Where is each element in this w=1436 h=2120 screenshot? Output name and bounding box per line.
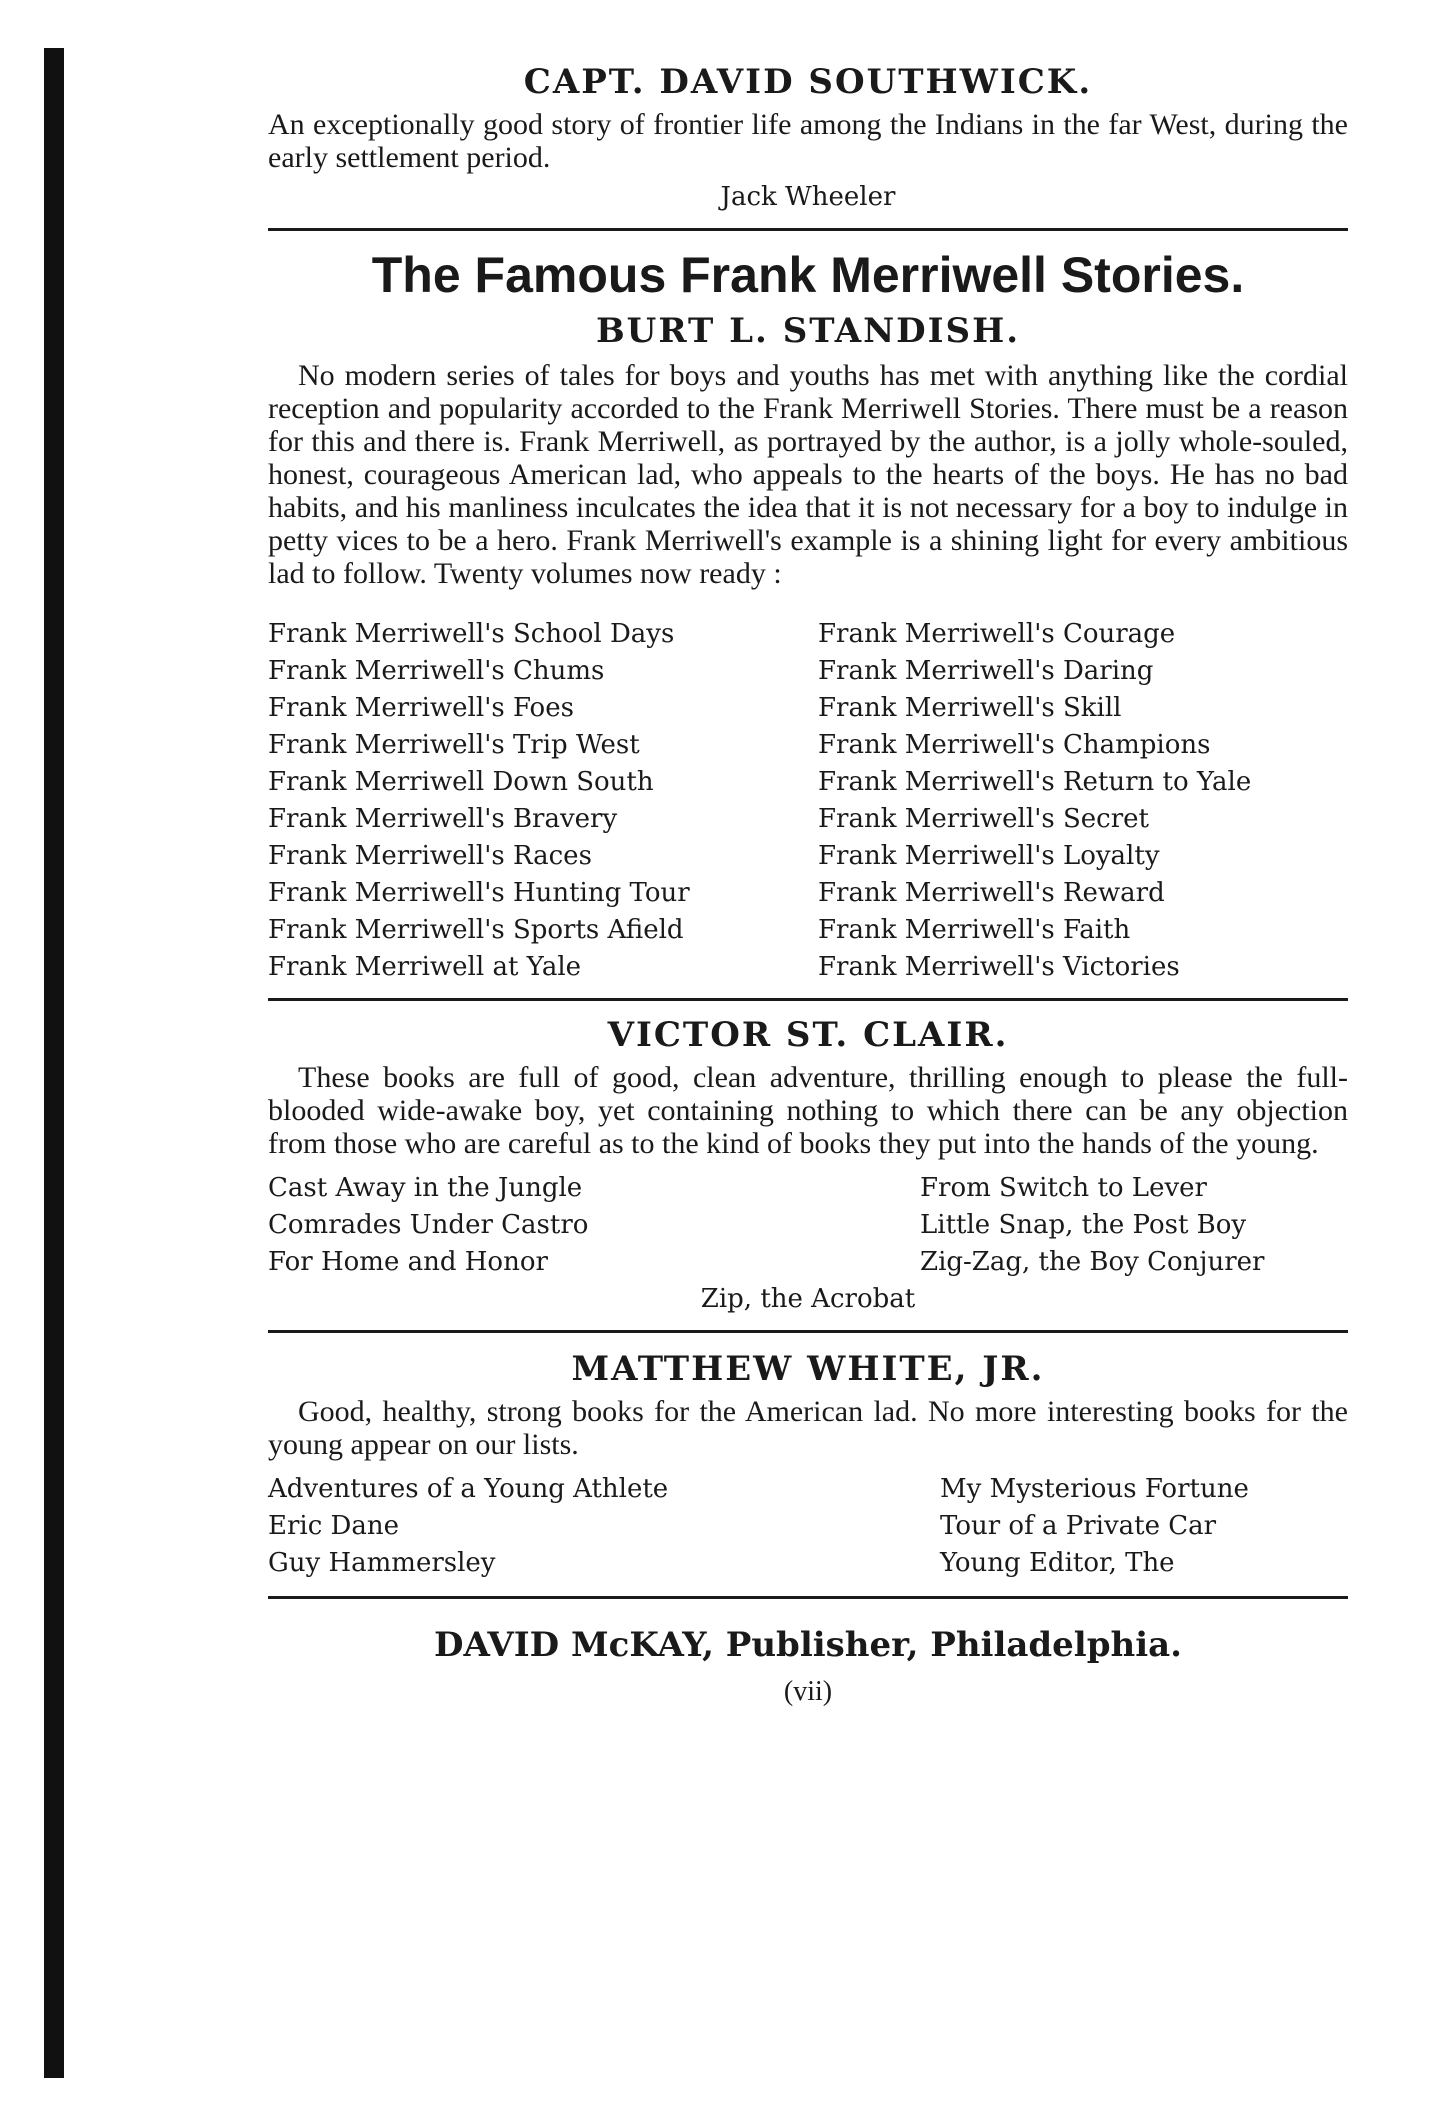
divider [268, 1596, 1348, 1599]
book-title: Frank Merriwell's Trip West [268, 730, 640, 760]
author-southwick: CAPT. DAVID SOUTHWICK. [523, 62, 1093, 102]
book-title: Frank Merriwell's Secret [818, 804, 1149, 834]
book-title: Frank Merriwell's Sports Afield [268, 915, 684, 945]
book-title: Frank Merriwell's Victories [818, 952, 1180, 982]
southwick-section [268, 62, 1348, 214]
stclair-last-title: Zip, the Acrobat [700, 1284, 916, 1314]
book-title: Frank Merriwell's Reward [818, 878, 1165, 908]
southwick-title: Jack Wheeler [720, 182, 896, 212]
book-title: Frank Merriwell's Daring [818, 656, 1154, 686]
stclair-description: These books are full of good, clean adventure, thrilling enough to please the full-blooded wide-awake boy, yet containing nothing to which there can be any objection from those who are careful as to the kind of books they put into the hands of the young. [268, 1061, 1348, 1160]
southwick-description: An exceptionally good story of frontier life among the Indians in the far West, during the early settlement period. [268, 108, 1348, 174]
divider [268, 1330, 1348, 1333]
book-title: Guy Hammersley [268, 1548, 496, 1578]
white-section [268, 1349, 1348, 1582]
book-title: From Switch to Lever [920, 1173, 1207, 1203]
book-title: Frank Merriwell's Courage [818, 619, 1176, 649]
book-title: Frank Merriwell's Champions [818, 730, 1211, 760]
binding-edge [44, 48, 64, 2078]
divider [268, 228, 1348, 231]
book-title: Eric Dane [268, 1511, 400, 1541]
book-title: Tour of a Private Car [940, 1511, 1217, 1541]
publisher-footer [268, 1623, 1348, 1709]
catalog-page [268, 62, 1348, 1709]
author-st-clair: VICTOR ST. CLAIR. [607, 1015, 1009, 1055]
book-title: Frank Merriwell at Yale [268, 952, 582, 982]
publisher-imprint: DAVID McKAY, Publisher, Philadelphia. [434, 1625, 1182, 1665]
book-title: Frank Merriwell's Bravery [268, 804, 618, 834]
stclair-title-list [268, 1170, 1348, 1281]
book-title: Frank Merriwell's Loyalty [818, 841, 1160, 871]
author-standish: BURT L. STANDISH. [595, 311, 1021, 351]
book-title: Frank Merriwell's Return to Yale [818, 767, 1252, 797]
book-title: Cast Away in the Jungle [268, 1173, 583, 1203]
book-title: My Mysterious Fortune [940, 1474, 1249, 1504]
merriwell-heading: The Famous Frank Merriwell Stories. [371, 247, 1245, 303]
book-title: Little Snap, the Post Boy [920, 1210, 1247, 1240]
book-title: Frank Merriwell Down South [268, 767, 654, 797]
book-title: Frank Merriwell's Races [268, 841, 592, 871]
page-number: (vii) [783, 1676, 833, 1707]
merriwell-description: No modern series of tales for boys and youths has met with anything like the cordial reception and popularity accorded to the Frank Merriwell Stories. There must be a reason for this and there is. Frank Merriwell, as portrayed by the author, is a jolly whole-souled, honest, courageous American lad, who appeals to the hearts of the boys. He has no bad habits, and his manliness inculcates the idea that it is not necessary for a boy to indulge in petty vices to be a hero. Frank Merriwell's example is a shining light for every ambitious lad to follow. Twenty volumes now ready : [268, 359, 1348, 590]
merriwell-title-list [268, 616, 1348, 986]
white-title-list [268, 1471, 1348, 1582]
book-title: Frank Merriwell's Skill [818, 693, 1122, 723]
merriwell-section [268, 245, 1348, 986]
white-description: Good, healthy, strong books for the American lad. No more interesting books for the young appear on our lists. [268, 1395, 1348, 1461]
book-title: Frank Merriwell's Foes [268, 693, 574, 723]
book-title: Young Editor, The [940, 1548, 1175, 1578]
book-title: Comrades Under Castro [268, 1210, 589, 1240]
book-title: Zig-Zag, the Boy Conjurer [920, 1247, 1265, 1277]
book-title: Frank Merriwell's Faith [818, 915, 1131, 945]
book-title: For Home and Honor [268, 1247, 548, 1277]
book-title: Frank Merriwell's Chums [268, 656, 605, 686]
book-title: Adventures of a Young Athlete [268, 1474, 669, 1504]
book-title: Frank Merriwell's Hunting Tour [268, 878, 690, 908]
stclair-section [268, 1015, 1348, 1318]
author-white: MATTHEW WHITE, JR. [571, 1349, 1045, 1389]
divider [268, 998, 1348, 1001]
book-title: Frank Merriwell's School Days [268, 619, 675, 649]
